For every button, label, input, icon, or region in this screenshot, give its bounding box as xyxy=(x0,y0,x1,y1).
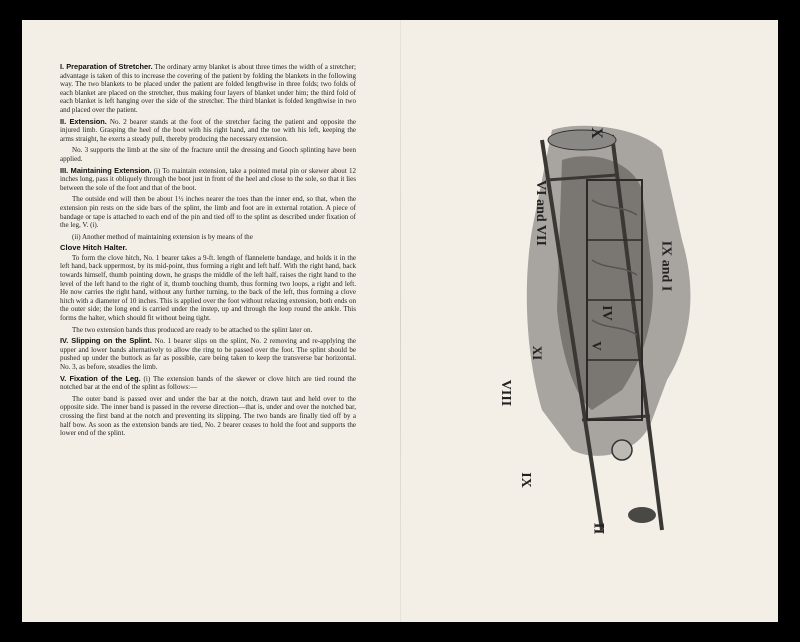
label-xi: XI xyxy=(530,345,546,361)
section-4-para-1: To form the clove hitch, No. 1 bearer takes a 9-ft. length of flannelette bandage, and holds it in the left hand, back uppermost, by its mid-point, thus forming a right and left half. With the right hand, back towards himself, thumb pointing down, he grasps the middle of the left half, raises the right hand to the level of the left hand to the right of it, thumb touching thumb, thus forming two loops, a right and left. He now carries the right hand, without any further turning, to the back of the left, thus forming a clove hitch with a diameter of 10 inches. This is applied over the foot without relaxing extension, both ends on the outer side; the long end is carried under the instep, up and through the loop round the ankle. This forms the halter, which should fit without being tight. xyxy=(60,253,356,323)
section-2-para-1: No. 2 bearer stands at the foot of the stretcher facing the patient and opposite the injured limb. Grasping the heel of the boot with his right hand, and the toe with his left, keeping the arms straight, he exerts a steady pull, thereby producing the necessary extension. xyxy=(60,117,356,143)
section-2-para-2: No. 3 supports the limb at the site of the fracture until the dressing and Gooch splinting have been applied. xyxy=(60,146,356,163)
section-3-para-2: The outside end will then be about 1½ inches nearer the toes than the inner end, so that, when the extension pin rests on the side bars of the splint, the limb and foot are in external rotation. A piece of bandage or tape is attached to each end of the pin and tied off to the splint as described under fixation of the leg, V. (i). xyxy=(60,195,356,230)
label-ii: II xyxy=(590,522,607,535)
bearer-head xyxy=(612,440,632,460)
section-4-heading: Clove Hitch Halter. xyxy=(60,243,128,253)
stretcher-illustration xyxy=(492,120,728,556)
section-5 xyxy=(60,337,356,371)
section-3-heading: III. Maintaining Extension. xyxy=(60,165,152,175)
section-5-para-1: No. 1 bearer slips on the splint, No. 2 removing and re-applying the upper and lower bands alternatively to allow the ring to be passed over the foot. The splint should be pushed up under the buttock as far as possible, care being taken to keep the transverse bar horizontal. No. 3, as before, steadies the limb. xyxy=(60,337,356,371)
label-iv: IV xyxy=(598,305,614,321)
section-1 xyxy=(60,63,356,115)
section-6-para-1: (i) The extension bands of the skewer or clove hitch are tied round the notched bar at the end of the splint as follows:— xyxy=(60,374,356,392)
section-1-para-1: The ordinary army blanket is about three times the width of a stretcher; advantage is taken of this to increase the covering of the patient by folding the blankets in the following way. The two blankets to be placed under the patient are folded lengthwise in three folds; two folds of each blanket are placed on the stretcher, thus making four layers of blanket under him; the third fold of each blanket is left hanging over the side of the stretcher. The third blanket is folded lengthwise in two and placed over the patient. xyxy=(60,63,356,114)
label-viii: VIII xyxy=(498,379,514,407)
stretcher-foot-end xyxy=(628,507,656,523)
section-2-heading: II. Extension. xyxy=(60,116,107,126)
section-5-heading: IV. Slipping on the Splint. xyxy=(60,336,152,346)
section-6 xyxy=(60,375,356,392)
label-vi-vii: VI and VII xyxy=(532,180,548,246)
section-1-heading: I. Preparation of Stretcher. xyxy=(60,62,153,71)
stretcher-head-end xyxy=(548,130,616,150)
label-ix-i: IX and I xyxy=(658,240,674,292)
section-3-para-1: (i) To maintain extension, take a pointed metal pin or skewer about 12 inches long, pass it obliquely through the boot just in front of the heel and close to the sole, so that it lies between the sole of the foot and that of the boot. xyxy=(60,166,356,192)
section-3-para-3: (ii) Another method of maintaining extension is by means of the xyxy=(72,232,253,241)
label-x-top: X xyxy=(587,127,605,139)
section-2 xyxy=(60,118,356,144)
section-6-para-2: The outer band is passed over and under the bar at the notch, drawn taut and held over to the opposite side. The inner band is passed in the reverse direction—that is, under and over the notched bar, crossing the first band at the notch and preventing its slipping. The two bands are finally tied off by a half bow. As soon as the extension bands are tied, No. 2 bearer ceases to hold the foot and supports the lower end of the splint. xyxy=(60,394,356,438)
section-6-heading: V. Fixation of the Leg. xyxy=(60,373,141,383)
document-page xyxy=(22,20,778,622)
label-ix: IX xyxy=(517,472,533,488)
section-3 xyxy=(60,167,356,193)
section-4-para-2: The two extension bands thus produced are ready to be attached to the splint later on. xyxy=(72,325,313,334)
page-fold xyxy=(400,20,401,622)
text-column xyxy=(60,63,356,441)
label-v: V xyxy=(589,341,605,351)
